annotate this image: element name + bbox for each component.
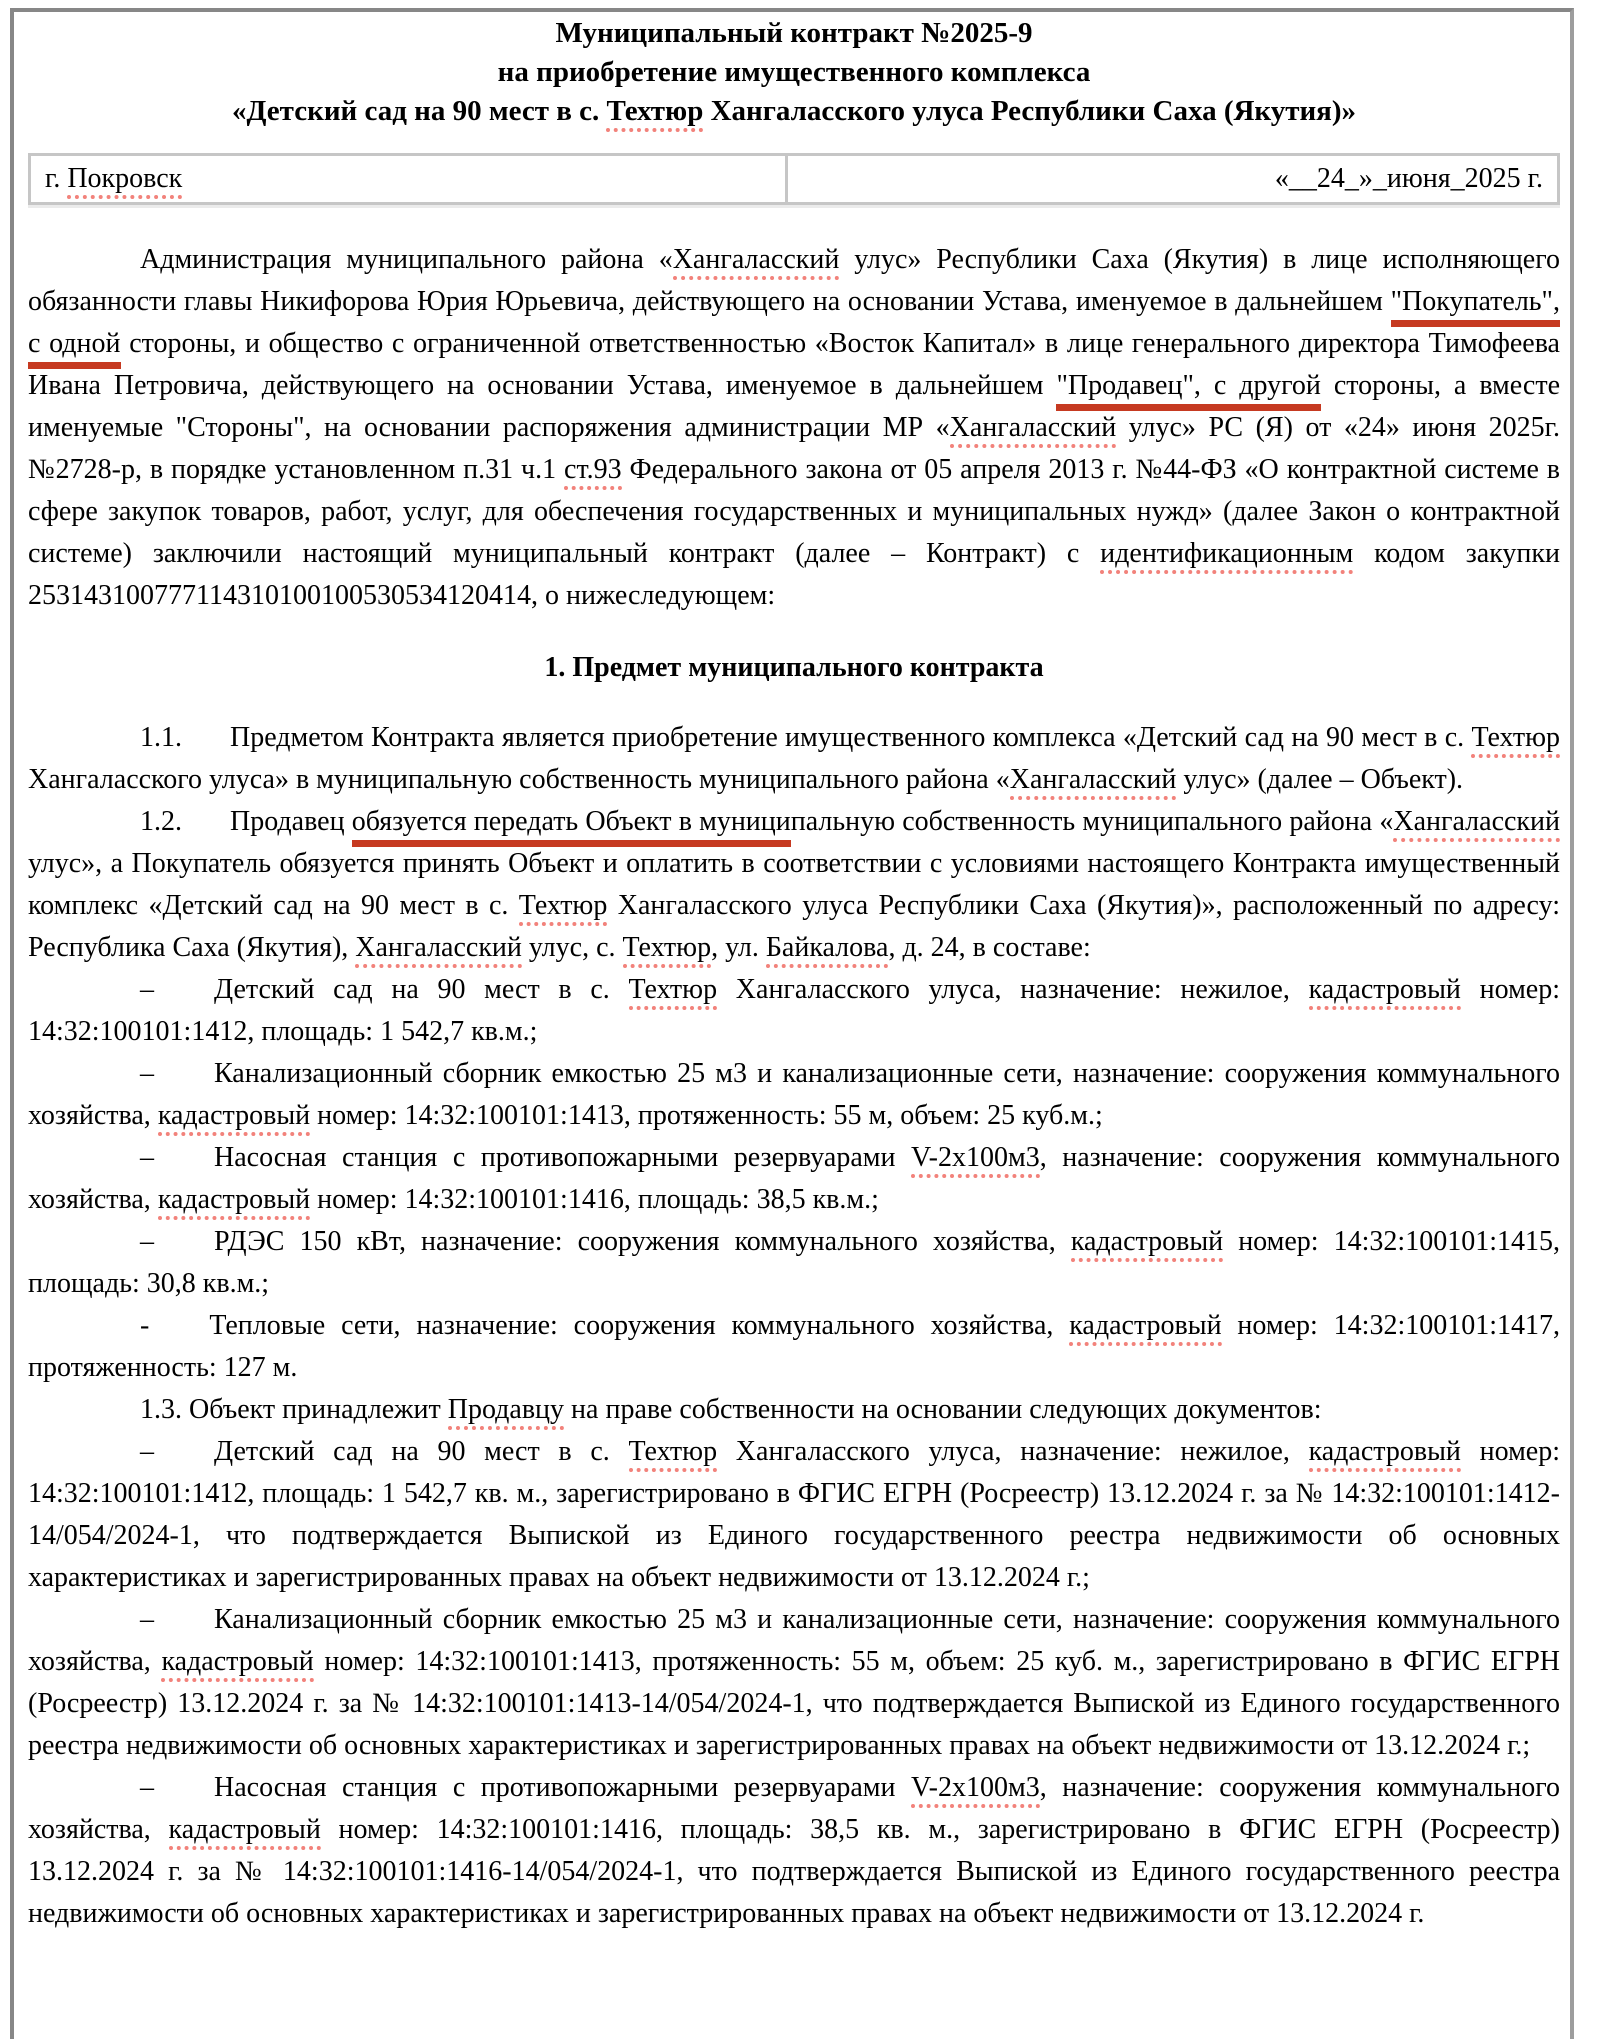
list-dash: - <box>140 1310 150 1341</box>
text-run: номер: 14:32:100101:1415, площадь: 30,8 кв.м.; <box>28 1226 1560 1299</box>
text-run: улус» РС (Я) от «24» июня 2025г. №2728-р, в порядке установленном п.31 ч.1 <box>28 412 1560 485</box>
list-item <box>28 1599 1560 1767</box>
paragraph <box>28 1389 1560 1431</box>
spellcheck-underlined-text: Техтюр <box>1471 722 1560 758</box>
place-date-table <box>28 153 1560 205</box>
text-run: Канализационный сборник емкостью 25 м3 и канализационные сети, назначение: сооружения коммунального хозяйства, <box>28 1604 1560 1677</box>
text-run: Хангаласского улуса, назначение: нежилое, <box>717 974 1309 1005</box>
list-dash: – <box>140 974 154 1005</box>
spellcheck-underlined-text: Техтюр <box>606 95 703 132</box>
spellcheck-underlined-text: Покровск <box>67 163 182 199</box>
text-run: Канализационный сборник емкостью 25 м3 и канализационные сети, назначение: сооружения коммунального хозяйства, <box>28 1058 1560 1131</box>
text-run: Насосная станция с противопожарными резервуарами <box>214 1772 912 1803</box>
list-dash: – <box>140 1772 154 1803</box>
spellcheck-underlined-text: V-2х100м3 <box>911 1142 1040 1178</box>
spellcheck-underlined-text: кадастровый <box>161 1646 313 1682</box>
spellcheck-underlined-text: Хангаласский <box>1393 806 1560 842</box>
text-run: Муниципальный контракт №2025-9 <box>555 17 1033 49</box>
text-run: улус» (далее – Объект). <box>1176 764 1464 795</box>
text-run: улус, с. <box>521 932 623 963</box>
list-dash: – <box>140 1436 154 1467</box>
spellcheck-underlined-text: идентификационным <box>1100 538 1353 574</box>
place-cell <box>30 155 787 204</box>
spellcheck-underlined-text: кадастровый <box>1309 1436 1461 1472</box>
text-run: номер: 14:32:100101:1413, протяженность: 55 м, объем: 25 куб.м.; <box>310 1100 1103 1131</box>
spellcheck-underlined-text: кадастровый <box>1309 974 1461 1010</box>
text-run: стороны, а вместе именуемые "Стороны", на основании распоряжения администрации МР « <box>28 370 1560 443</box>
table-row <box>30 155 1559 204</box>
list-item <box>28 1431 1560 1599</box>
text-run: «Детский сад на 90 мест в с. <box>231 95 607 127</box>
text-run: номер: 14:32:100101:1416, площадь: 38,5 кв. м., зарегистрировано в ФГИС ЕГРН (Росреестр) 13.12.2024 г. за № 14:32:100101:1416-14/054/2024-1, что подтверждается Выпиской из Единого государственного реестра недвижимости об основных характеристиках и зарегистрированных правах на объект недвижимости от 13.12.2024 г. <box>28 1814 1560 1929</box>
text-run: Продавец <box>230 806 352 837</box>
title-line-1 <box>28 14 1560 53</box>
spellcheck-underlined-text: Техтюр <box>623 932 712 968</box>
spellcheck-underlined-text: Хангаласский <box>673 244 840 280</box>
title-line-2 <box>28 53 1560 92</box>
red-marked-text: обязуется передать Объект в муници <box>352 806 791 847</box>
spellcheck-underlined-text: ст.93 <box>564 454 622 490</box>
list-item <box>28 969 1560 1053</box>
clause-number: 1.1. <box>140 722 182 753</box>
text-run: Хангаласского улуса» в муниципальную собственность муниципального района « <box>28 764 1010 795</box>
text-run: Федерального закона от 05 апреля 2013 г. №44-ФЗ «О контрактной системе в сфере закупок товаров, работ, услуг, для обеспечения государственных и муниципальных нужд» (далее Закон о контрактной системе) заключили настоящий муниципальный контракт (далее – Контракт) с <box>28 454 1561 569</box>
text-run: улус», а Покупатель обязуется принять Объект и оплатить в соответствии с условиями настоящего Контракта имущественный комплекс «Детский сад на 90 мест в с. <box>28 848 1560 921</box>
text-run: г. <box>45 163 68 194</box>
paragraph <box>28 239 1560 617</box>
text-run: на праве собственности на основании следующих документов: <box>564 1394 1322 1425</box>
text-run: , д. 24, в составе: <box>888 932 1091 963</box>
spellcheck-underlined-text: кадастровый <box>1069 1310 1221 1346</box>
text-run: 1. Предмет муниципального контракта <box>544 652 1044 683</box>
list-dash: – <box>140 1604 154 1635</box>
list-dash: – <box>140 1226 154 1257</box>
list-dash: – <box>140 1142 154 1173</box>
list-item <box>28 1137 1560 1221</box>
spellcheck-underlined-text: Техтюр <box>629 974 718 1010</box>
text-run: номер: 14:32:100101:1412, площадь: 1 542,7 кв. м., зарегистрировано в ФГИС ЕГРН (Росреестр) 13.12.2024 г. за № 14:32:100101:1412-14/054/2024-1, что подтверждается Выпиской из Единого государственного реестра недвижимости об основных характеристиках и зарегистрированных правах на объект недвижимости от 13.12.2024 г.; <box>28 1436 1560 1593</box>
spellcheck-underlined-text: Хангаласский <box>1010 764 1177 800</box>
clause-number: 1.2. <box>140 806 182 837</box>
text-run: , назначение: сооружения коммунального хозяйства, <box>28 1142 1560 1215</box>
text-run: кодом закупки 253143100777114310100100530534120414, о нижеследующем: <box>28 538 1560 611</box>
document-body <box>28 239 1560 1935</box>
text-run: Администрация муниципального района « <box>140 244 673 275</box>
text-run: РДЭС 150 кВт, назначение: сооружения коммунального хозяйства, <box>214 1226 1071 1257</box>
spellcheck-underlined-text: Техтюр <box>519 890 608 926</box>
spellcheck-underlined-text: Байкалова <box>766 932 889 968</box>
text-run: на приобретение имущественного комплекса <box>497 56 1091 88</box>
text-run: , назначение: сооружения коммунального хозяйства, <box>28 1772 1560 1845</box>
spellcheck-underlined-text: Техтюр <box>629 1436 718 1472</box>
spellcheck-underlined-text: Хангаласский <box>355 932 522 968</box>
paragraph <box>28 717 1560 801</box>
text-run: номер: 14:32:100101:1416, площадь: 38,5 кв.м.; <box>310 1184 879 1215</box>
text-run: Детский сад на 90 мест в с. <box>214 974 629 1005</box>
contract-title <box>28 14 1560 131</box>
list-item <box>28 1305 1560 1389</box>
text-run: стороны, и общество с ограниченной ответственностью «Восток Капитал» в лице генерального директора Тимофеева Ивана Петровича, действующего на основании Устава, именуемое в дальнейшем <box>28 328 1560 401</box>
page-content <box>28 14 1560 1935</box>
text-run: 1.3. Объект принадлежит <box>140 1394 448 1425</box>
list-item <box>28 1053 1560 1137</box>
text-run: , ул. <box>711 932 766 963</box>
red-marked-text: "Покупатель", с одной <box>28 286 1560 369</box>
title-line-3 <box>28 92 1560 131</box>
spellcheck-underlined-text: кадастровый <box>1071 1226 1223 1262</box>
spellcheck-underlined-text: кадастровый <box>158 1100 310 1136</box>
text-run: Детский сад на 90 мест в с. <box>214 1436 629 1467</box>
list-item <box>28 1221 1560 1305</box>
list-item <box>28 1767 1560 1935</box>
text-run: Хангаласского улуса Республики Саха (Якутия)» <box>703 95 1357 127</box>
text-run: Тепловые сети, назначение: сооружения коммунального хозяйства, <box>209 1310 1070 1341</box>
list-dash: – <box>140 1058 154 1089</box>
text-run: Насосная станция с противопожарными резервуарами <box>214 1142 912 1173</box>
text-run: номер: 14:32:100101:1417, протяженность: 127 м. <box>28 1310 1560 1383</box>
text-run: Хангаласского улуса Республики Саха (Якутия)», расположенный по адресу: Республика Саха (Якутия), <box>28 890 1560 963</box>
section-heading <box>28 647 1560 689</box>
spellcheck-underlined-text: кадастровый <box>158 1184 310 1220</box>
spellcheck-underlined-text: V-2х100м3 <box>911 1772 1040 1808</box>
date-cell: «__24_»_июня_2025 г. <box>786 155 1558 204</box>
text-run: Предметом Контракта является приобретение имущественного комплекса «Детский сад на 90 мест в с. <box>230 722 1472 753</box>
spellcheck-underlined-text: Продавцу <box>448 1394 564 1430</box>
spellcheck-underlined-text: кадастровый <box>169 1814 321 1850</box>
text-run: улус» Республики Саха (Якутия) в лице исполняющего обязанности главы Никифорова Юрия Юрьевича, действующего на основании Устава, именуемое в дальнейшем <box>28 244 1561 317</box>
spellcheck-underlined-text: Хангаласский <box>950 412 1117 448</box>
red-marked-text: "Продавец", с другой <box>1056 370 1320 411</box>
text-run: Хангаласского улуса, назначение: нежилое, <box>717 1436 1309 1467</box>
text-run: номер: 14:32:100101:1413, протяженность: 55 м, объем: 25 куб. м., зарегистрировано в ФГИС ЕГРН (Росреестр) 13.12.2024 г. за № 14:32:100101:1413-14/054/2024-1, что подтверждается Выпиской из Единого государственного реестра недвижимости об основных характеристиках и зарегистрированных правах на объект недвижимости от 13.12.2024 г.; <box>28 1646 1560 1761</box>
text-run: номер: 14:32:100101:1412, площадь: 1 542,7 кв.м.; <box>28 974 1560 1047</box>
paragraph <box>28 801 1560 969</box>
text-run: пальную собственность муниципального района « <box>790 806 1394 837</box>
